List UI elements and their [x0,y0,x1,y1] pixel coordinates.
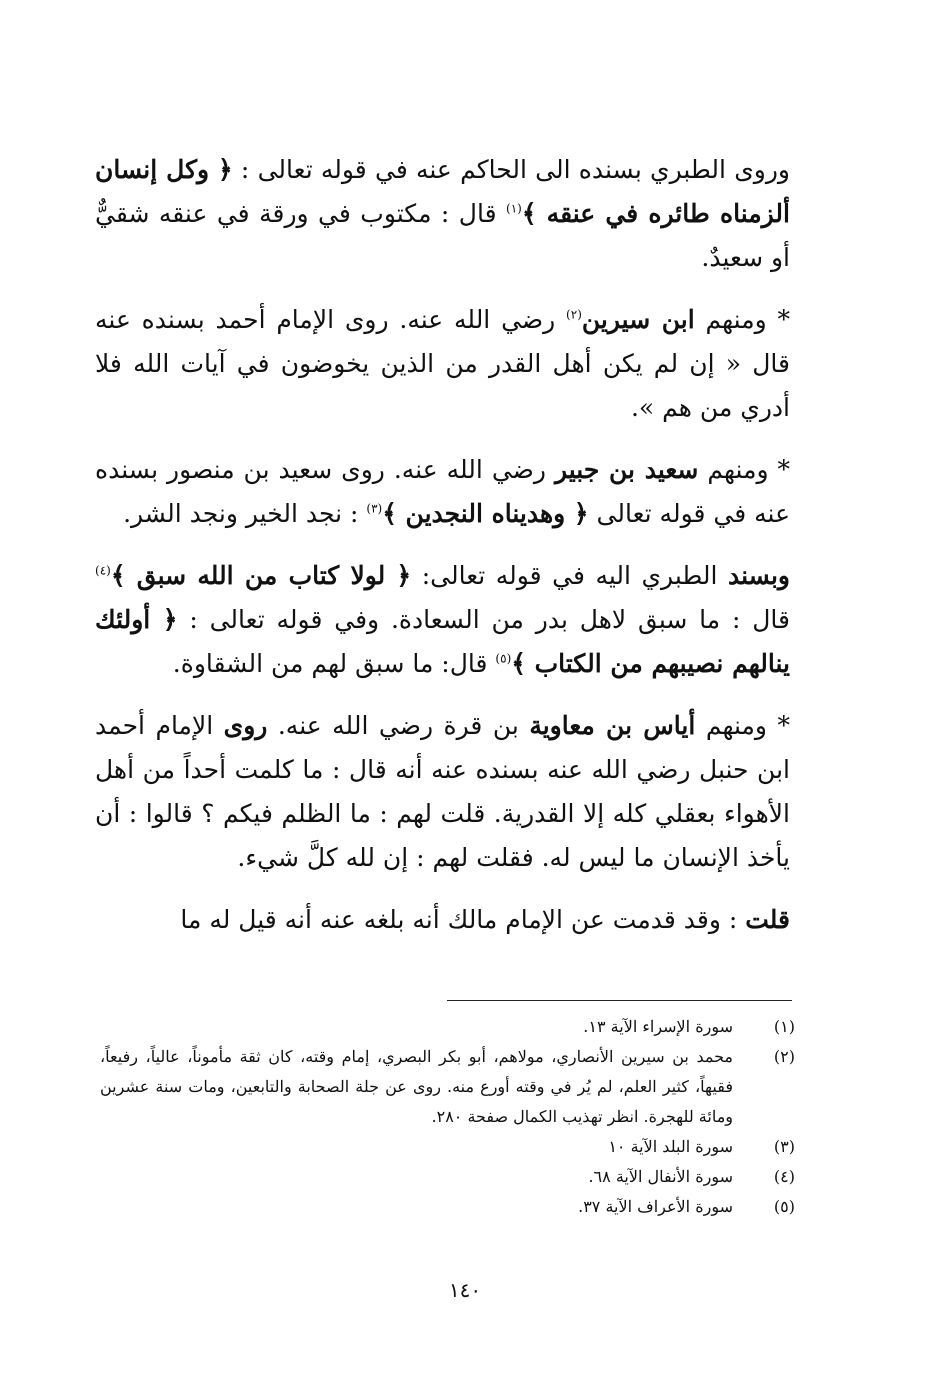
text: رضي الله عنه. روى الإمام أحمد بسنده عنه قال « إن لم يكن أهل القدر من الذين يخوضون في آيات الله فلا أدري من هم ». [95,305,790,422]
paragraph-1 [95,148,790,280]
text: * ومنهم [694,305,790,334]
text: رضي الله عنه. روى سعيد بن منصور بسنده عنه في قوله تعالى [95,455,790,528]
quran-verse: ﴿ أولئك ينالهم نصيبهم من الكتاب ﴾ [95,605,790,678]
text: الطبري اليه في قوله تعالى: [411,561,728,590]
main-text [95,148,790,956]
footnote-ref[interactable]: (٣) [366,501,383,516]
lead-word: وبسند [728,561,790,590]
footnote-text: سورة الأعراف الآية ٣٧. [578,1197,733,1216]
footnote-2 [100,1042,795,1132]
paragraph-6 [95,898,790,942]
text: : وقد قدمت عن الإمام مالك أنه بلغه عنه أنه قيل له ما [180,905,746,934]
person-name: ابن سيرين [581,305,695,334]
footnote-number: (٤) [773,1167,795,1186]
text: * ومنهم [698,455,790,484]
person-name: أياس بن معاوية [529,711,696,740]
footnote-number: (٥) [773,1197,795,1216]
paragraph-5 [95,704,790,880]
paragraph-4 [95,554,790,686]
lead-word: روى [223,711,268,740]
text: وروى الطبري بسنده الى الحاكم عنه في قوله تعالى : [232,155,790,184]
footnote-text: سورة الإسراء الآية ١٣. [583,1017,733,1036]
text: بن قرة رضي الله عنه. [267,711,530,740]
footnote-4 [100,1162,795,1192]
footnote-divider [447,1000,792,1001]
quran-verse: ﴿ وهديناه النجدين ﴾ [382,499,589,528]
paragraph-2 [95,298,790,430]
paragraph-3 [95,448,790,536]
footnote-ref[interactable]: (٤) [95,563,111,578]
text: : نجد الخير ونجد الشر. [123,499,367,528]
footnote-text: محمد بن سيرين الأنصاري، مولاهم، أبو بكر البصري، إمام وقته، كان ثقة مأموناً، عالياً، رفيعاً، فقيهاً، كثير العلم، لم يُر في وقته أورع منه. روى عن جلة الصحابة والتابعين، ومات سنة عشرين ومائة للهجرة. انظر تهذيب الكمال صفحة ٢٨٠. [100,1047,733,1126]
person-name: سعيد بن جبير [554,455,699,484]
footnote-number: (١) [773,1017,795,1036]
footnotes [100,1012,795,1222]
footnote-text: سورة البلد الآية ١٠ [608,1137,733,1156]
footnote-ref[interactable]: (١) [506,201,522,216]
text: * ومنهم [695,711,790,740]
footnote-number: (٢) [773,1047,795,1066]
footnote-1 [100,1012,795,1042]
quran-verse: ﴿ لولا كتاب من الله سبق ﴾ [110,561,412,590]
footnote-number: (٣) [773,1137,795,1156]
footnote-ref[interactable]: (٥) [495,651,512,666]
footnote-text: سورة الأنفال الآية ٦٨. [588,1167,733,1186]
page-number: ١٤٠ [448,1278,482,1302]
quran-verse: ﴿ وكل إنسان ألزمناه طائره في عنقه ﴾ [95,155,790,228]
footnote-5 [100,1192,795,1222]
text: قال : ما سبق لاهل بدر من السعادة. وفي قوله تعالى : [177,605,790,634]
footnote-3 [100,1132,795,1162]
text: قال: ما سبق لهم من الشقاوة. [172,649,496,678]
text: قال : مكتوب في ورقة في عنقه شقيٌّ أو سعيدٌ. [95,199,790,272]
footnote-ref[interactable]: (٢) [566,307,582,322]
text: الإمام أحمد ابن حنبل رضي الله عنه بسنده عنه أنه قال : ما كلمت أحداً من أهل الأهواء بعقلي كله إلا القدرية. قلت لهم : ما الظلم فيكم ؟ قالوا : أن يأخذ الإنسان ما ليس له. فقلت لهم : إن لله كلَّ شيء. [95,711,790,872]
lead-word: قلت [745,905,790,934]
